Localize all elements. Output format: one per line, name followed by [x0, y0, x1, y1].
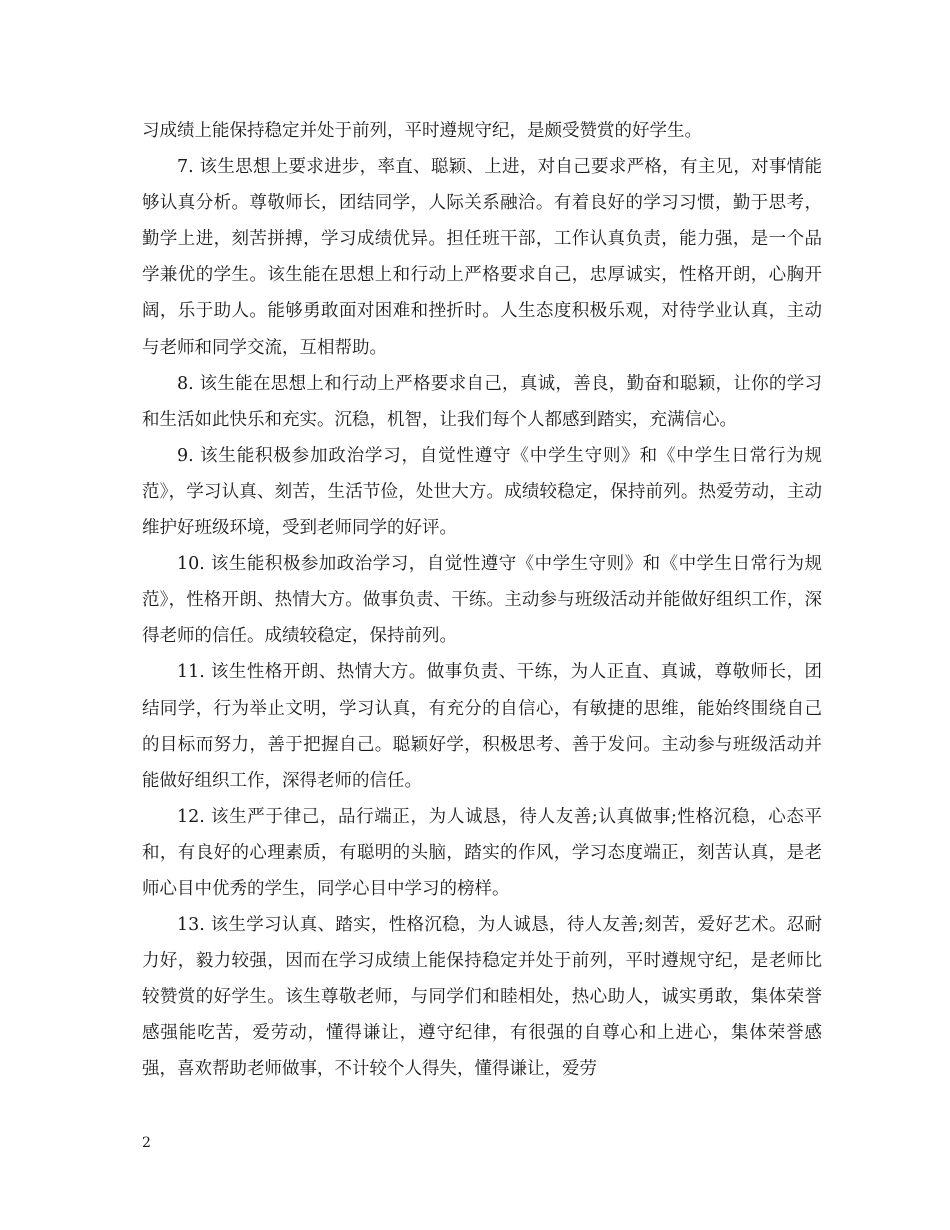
page-number: 2: [142, 1135, 151, 1151]
paragraph-item-9: 9. 该生能积极参加政治学习，自觉性遵守《中学生守则》和《中学生日常行为规范》，学习认真、刻苦，生活节俭，处世大方。成绩较稳定，保持前列。热爱劳动，主动维护好班级环境，受到老师同学的好评。: [142, 445, 822, 539]
paragraph-item-12: 12. 该生严于律己，品行端正，为人诚恳，待人友善;认真做事;性格沉稳，心态平和，有良好的心理素质，有聪明的头脑，踏实的作风，学习态度端正，刻苦认真，是老师心目中优秀的学生，同学心目中学习的榜样。: [142, 806, 822, 899]
document-body: [142, 113, 822, 1088]
paragraph-item-7: 7. 该生思想上要求进步，率直、聪颖、上进，对自己要求严格，有主见，对事情能够认真分析。尊敬师长，团结同学，人际关系融洽。有着良好的学习习惯，勤于思考，勤学上进，刻苦拼搏，学习成绩优异。担任班干部，工作认真负责，能力强，是一个品学兼优的学生。该生能在思想上和行动上严格要求自己，忠厚诚实，性格开朗，心胸开阔，乐于助人。能够勇敢面对困难和挫折时。人生态度积极乐观，对待学业认真，主动与老师和同学交流，互相帮助。: [142, 157, 822, 358]
paragraph-item-11: 11. 该生性格开朗、热情大方。做事负责、干练，为人正直、真诚，尊敬师长，团结同学，行为举止文明，学习认真，有充分的自信心，有敏捷的思维，能始终围绕自己的目标而努力，善于把握自己。聪颖好学，积极思考、善于发问。主动参与班级活动并能做好组织工作，深得老师的信任。: [142, 662, 822, 791]
paragraph-item-13: 13. 该生学习认真、踏实，性格沉稳，为人诚恳，待人友善;刻苦，爱好艺术。忍耐力好，毅力较强，因而在学习成绩上能保持稳定并处于前列，平时遵规守纪，是老师比较赞赏的好学生。该生尊敬老师，与同学们和睦相处，热心助人，诚实勇敢，集体荣誉感强能吃苦，爱劳动，懂得谦让，遵守纪律，有很强的自尊心和上进心，集体荣誉感强，喜欢帮助老师做事，不计较个人得失，懂得谦让，爱劳: [142, 915, 822, 1080]
paragraph-continued: 习成绩上能保持稳定并处于前列，平时遵规守纪，是颇受赞赏的好学生。: [142, 121, 702, 141]
paragraph-item-8: 8. 该生能在思想上和行动上严格要求自己，真诚，善良，勤奋和聪颖，让你的学习和生活如此快乐和充实。沉稳，机智，让我们每个人都感到踏实，充满信心。: [142, 373, 822, 430]
paragraph-item-10: 10. 该生能积极参加政治学习，自觉性遵守《中学生守则》和《中学生日常行为规范》，性格开朗、热情大方。做事负责、干练。主动参与班级活动并能做好组织工作，深得老师的信任。成绩较稳定，保持前列。: [142, 554, 822, 647]
